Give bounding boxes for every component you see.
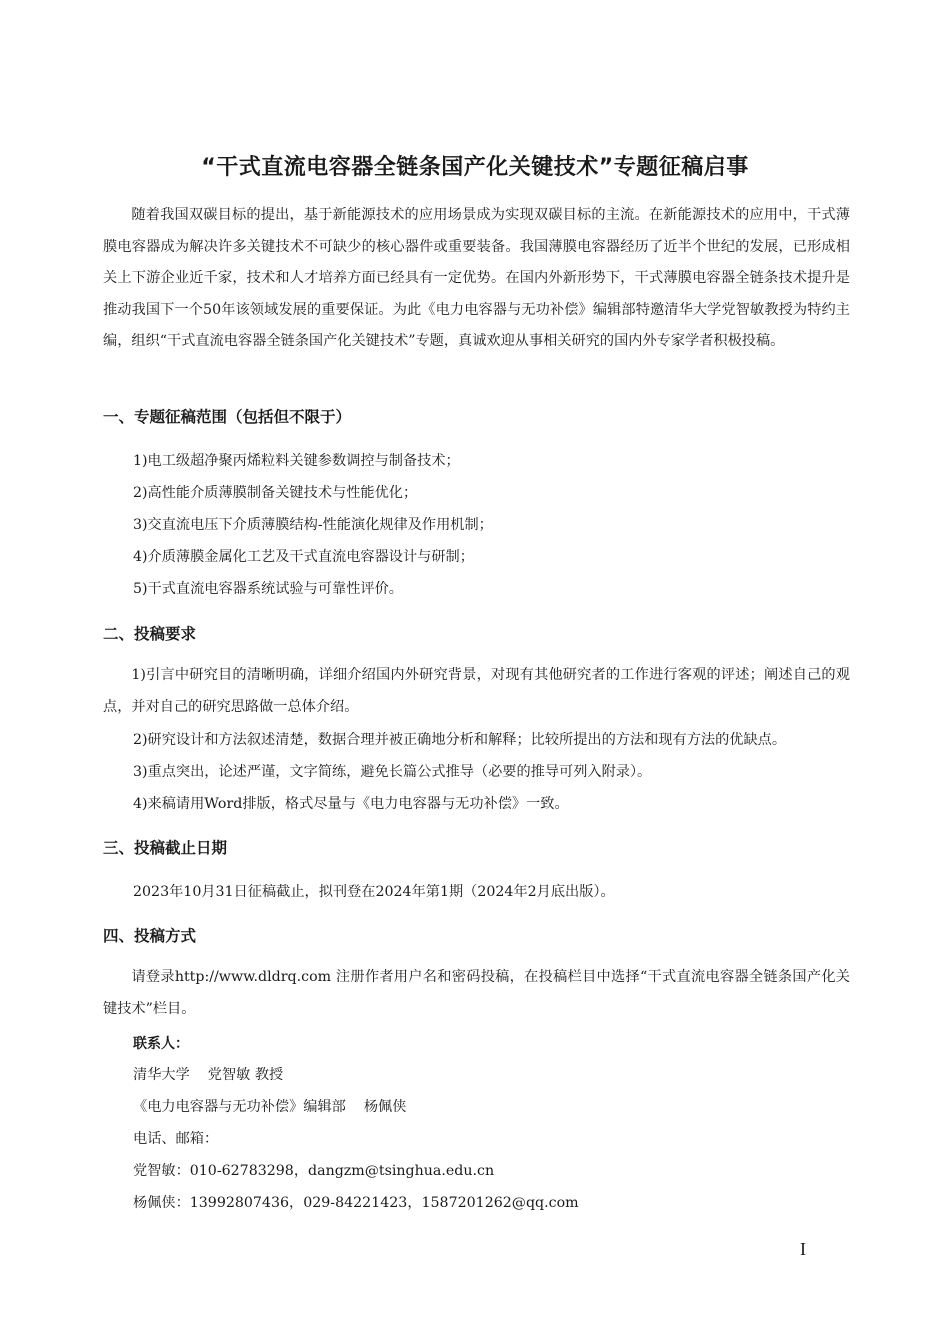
page-number: I (800, 1239, 806, 1259)
section4-heading: 四、投稿方式 (103, 927, 197, 945)
section1-item-5: 5)干式直流电容器系统试验与可靠性评价。 (133, 581, 403, 597)
contact-label: 联系人： (133, 1036, 189, 1052)
contact-line-1 (133, 1064, 283, 1084)
section1-item-3: 3)交直流电压下介质薄膜结构-性能演化规律及作用机制； (133, 517, 493, 533)
contact1-name: 党智敏 教授 (207, 1067, 284, 1083)
section1-item-2: 2)高性能介质薄膜制备关键技术与性能优化； (133, 485, 418, 501)
section1-heading: 一、专题征稿范围（包括但不限于） (103, 408, 352, 426)
section2-heading: 二、投稿要求 (103, 625, 197, 643)
page-title: “干式直流电容器全链条国产化关键技术”专题征稿启事 (201, 155, 749, 180)
section3-heading: 三、投稿截止日期 (103, 839, 228, 857)
contact-phone-2: 杨佩侠：13992807436，029-84221423，1587201262@qq.com (133, 1195, 579, 1211)
section2-item-4: 4)来稿请用Word排版，格式尽量与《电力电容器与无功补偿》一致。 (133, 796, 569, 812)
section2-item-2: 2)研究设计和方法叙述清楚，数据合理并被正确地分析和解释；比较所提出的方法和现有方法的优缺点。 (133, 732, 787, 748)
contact-phone-1: 党智敏：010-62783298，dangzm@tsinghua.edu.cn (133, 1163, 495, 1179)
phone-label: 电话、邮箱： (133, 1131, 219, 1147)
section2-item-3: 3)重点突出，论述严谨，文字简练，避免长篇公式推导（必要的推导可列入附录）。 (133, 764, 652, 780)
section2-item-1: 1)引言中研究目的清晰明确，详细介绍国内外研究背景，对现有其他研究者的工作进行客观的评述；阐述自己的观点，并对自己的研究思路做一总体介绍。 (103, 667, 850, 715)
intro-paragraph: 随着我国双碳目标的提出，基于新能源技术的应用场景成为实现双碳目标的主流。在新能源技术的应用中，干式薄膜电容器成为解决许多关键技术不可缺少的核心器件或重要装备。我国薄膜电容器经历了近半个世纪的发展，已形成相关上下游企业近千家，技术和人才培养方面已经具有一定优势。在国内外新形势下，干式薄膜电容器全链条技术提升是推动我国下一个50年该领域发展的重要保证。为此《电力电容器与无功补偿》编辑部特邀清华大学党智敏教授为特约主编，组织“干式直流电容器全链条国产化关键技术”专题，真诚欢迎从事相关研究的国内外专家学者积极投稿。 (103, 207, 850, 349)
deadline-text: 2023年10月31日征稿截止，拟刊登在2024年第1期（2024年2月底出版）。 (133, 884, 615, 900)
submission-method-text: 请登录http://www.dldrq.com 注册作者用户名和密码投稿，在投稿栏目中选择“干式直流电容器全链条国产化关键技术”栏目。 (103, 969, 850, 1017)
contact-line-2 (133, 1096, 406, 1116)
contact2-name: 杨佩侠 (363, 1099, 407, 1115)
contact2-org: 《电力电容器与无功补偿》编辑部 (133, 1099, 346, 1115)
section1-item-1: 1)电工级超净聚丙烯粒料关键参数调控与制备技术； (133, 453, 460, 469)
contact1-org: 清华大学 (133, 1067, 190, 1083)
section1-item-4: 4)介质薄膜金属化工艺及干式直流电容器设计与研制； (133, 549, 474, 565)
